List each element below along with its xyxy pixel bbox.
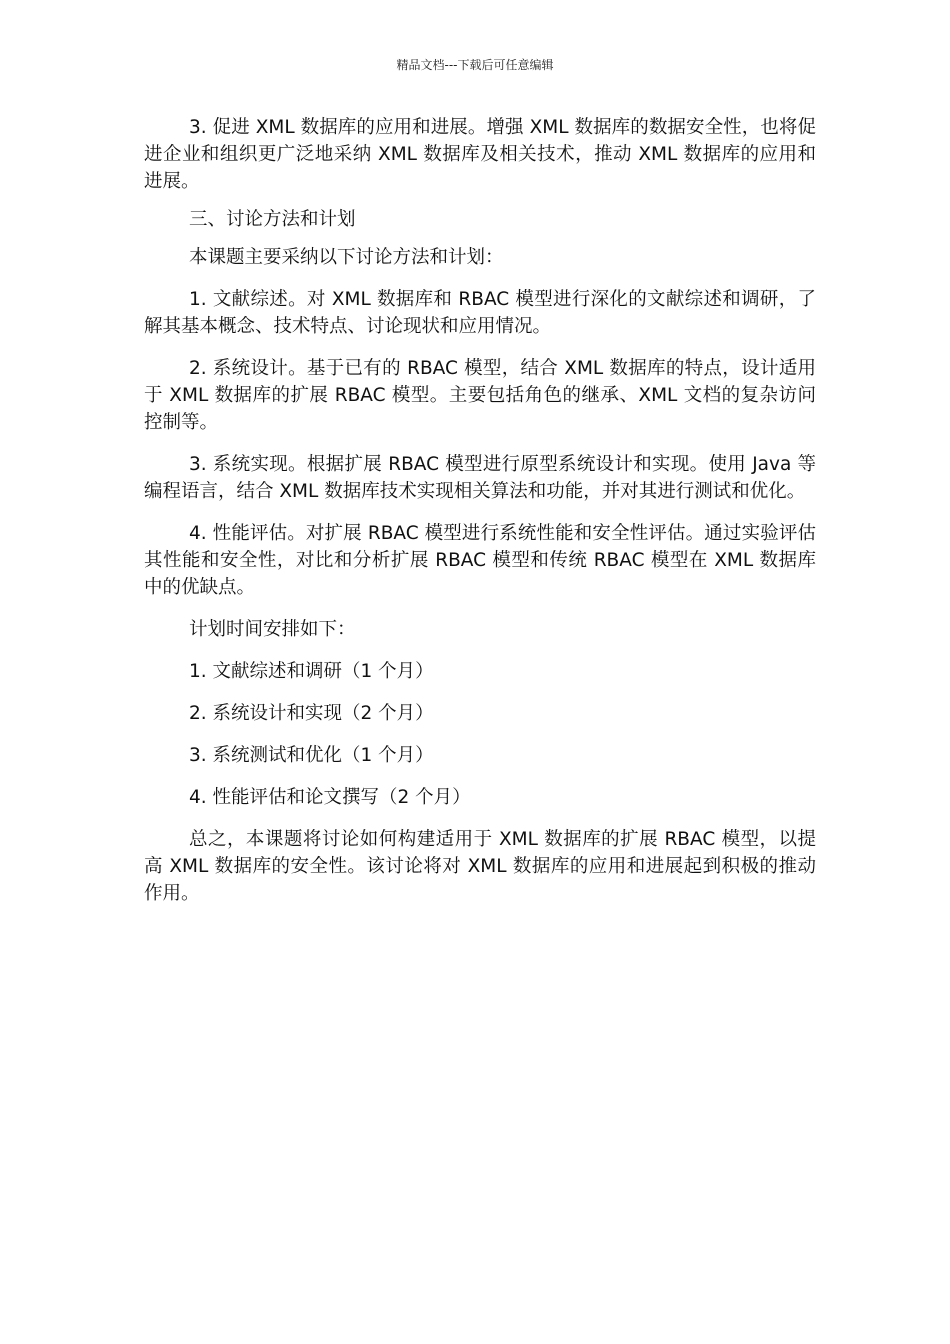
- paragraph-literature-review: 1. 文献综述。对 XML 数据库和 RBAC 模型进行深化的文献综述和调研，了解其基本概念、技术特点、讨论现状和应用情况。: [144, 289, 816, 337]
- paragraph-performance-evaluation: 4. 性能评估。对扩展 RBAC 模型进行系统性能和安全性评估。通过实验评估其性能和安全性，对比和分析扩展 RBAC 模型和传统 RBAC 模型在 XML 数据库中的优缺点。: [144, 523, 816, 598]
- section-heading-methods: 三、讨论方法和计划: [189, 209, 356, 230]
- paragraph-system-implementation: 3. 系统实现。根据扩展 RBAC 模型进行原型系统设计和实现。使用 Java 等编程语言，结合 XML 数据库技术实现相关算法和功能，并对其进行测试和优化。: [144, 454, 816, 502]
- paragraph-promote-xml: 3. 促进 XML 数据库的应用和进展。增强 XML 数据库的数据安全性，也将促进企业和组织更广泛地采纳 XML 数据库及相关技术，推动 XML 数据库的应用和进展。: [144, 117, 816, 192]
- paragraph-methods-intro: 本课题主要采纳以下讨论方法和计划：: [189, 247, 504, 268]
- schedule-item: 1. 文献综述和调研（1 个月）: [189, 661, 434, 682]
- schedule-item: 3. 系统测试和优化（1 个月）: [189, 745, 434, 766]
- schedule-item: 4. 性能评估和论文撰写（2 个月）: [189, 787, 471, 808]
- paragraph-system-design: 2. 系统设计。基于已有的 RBAC 模型，结合 XML 数据库的特点，设计适用于 XML 数据库的扩展 RBAC 模型。主要包括角色的继承、XML 文档的复杂访问控制等。: [144, 358, 816, 433]
- document-body: [144, 114, 816, 907]
- paragraph-schedule-intro: 计划时间安排如下：: [189, 619, 356, 640]
- paragraph-conclusion: 总之，本课题将讨论如何构建适用于 XML 数据库的扩展 RBAC 模型，以提高 XML 数据库的安全性。该讨论将对 XML 数据库的应用和进展起到积极的推动作用。: [144, 829, 816, 904]
- schedule-item: 2. 系统设计和实现（2 个月）: [189, 703, 434, 724]
- page-header: 精品文档---下载后可任意编辑: [396, 58, 554, 72]
